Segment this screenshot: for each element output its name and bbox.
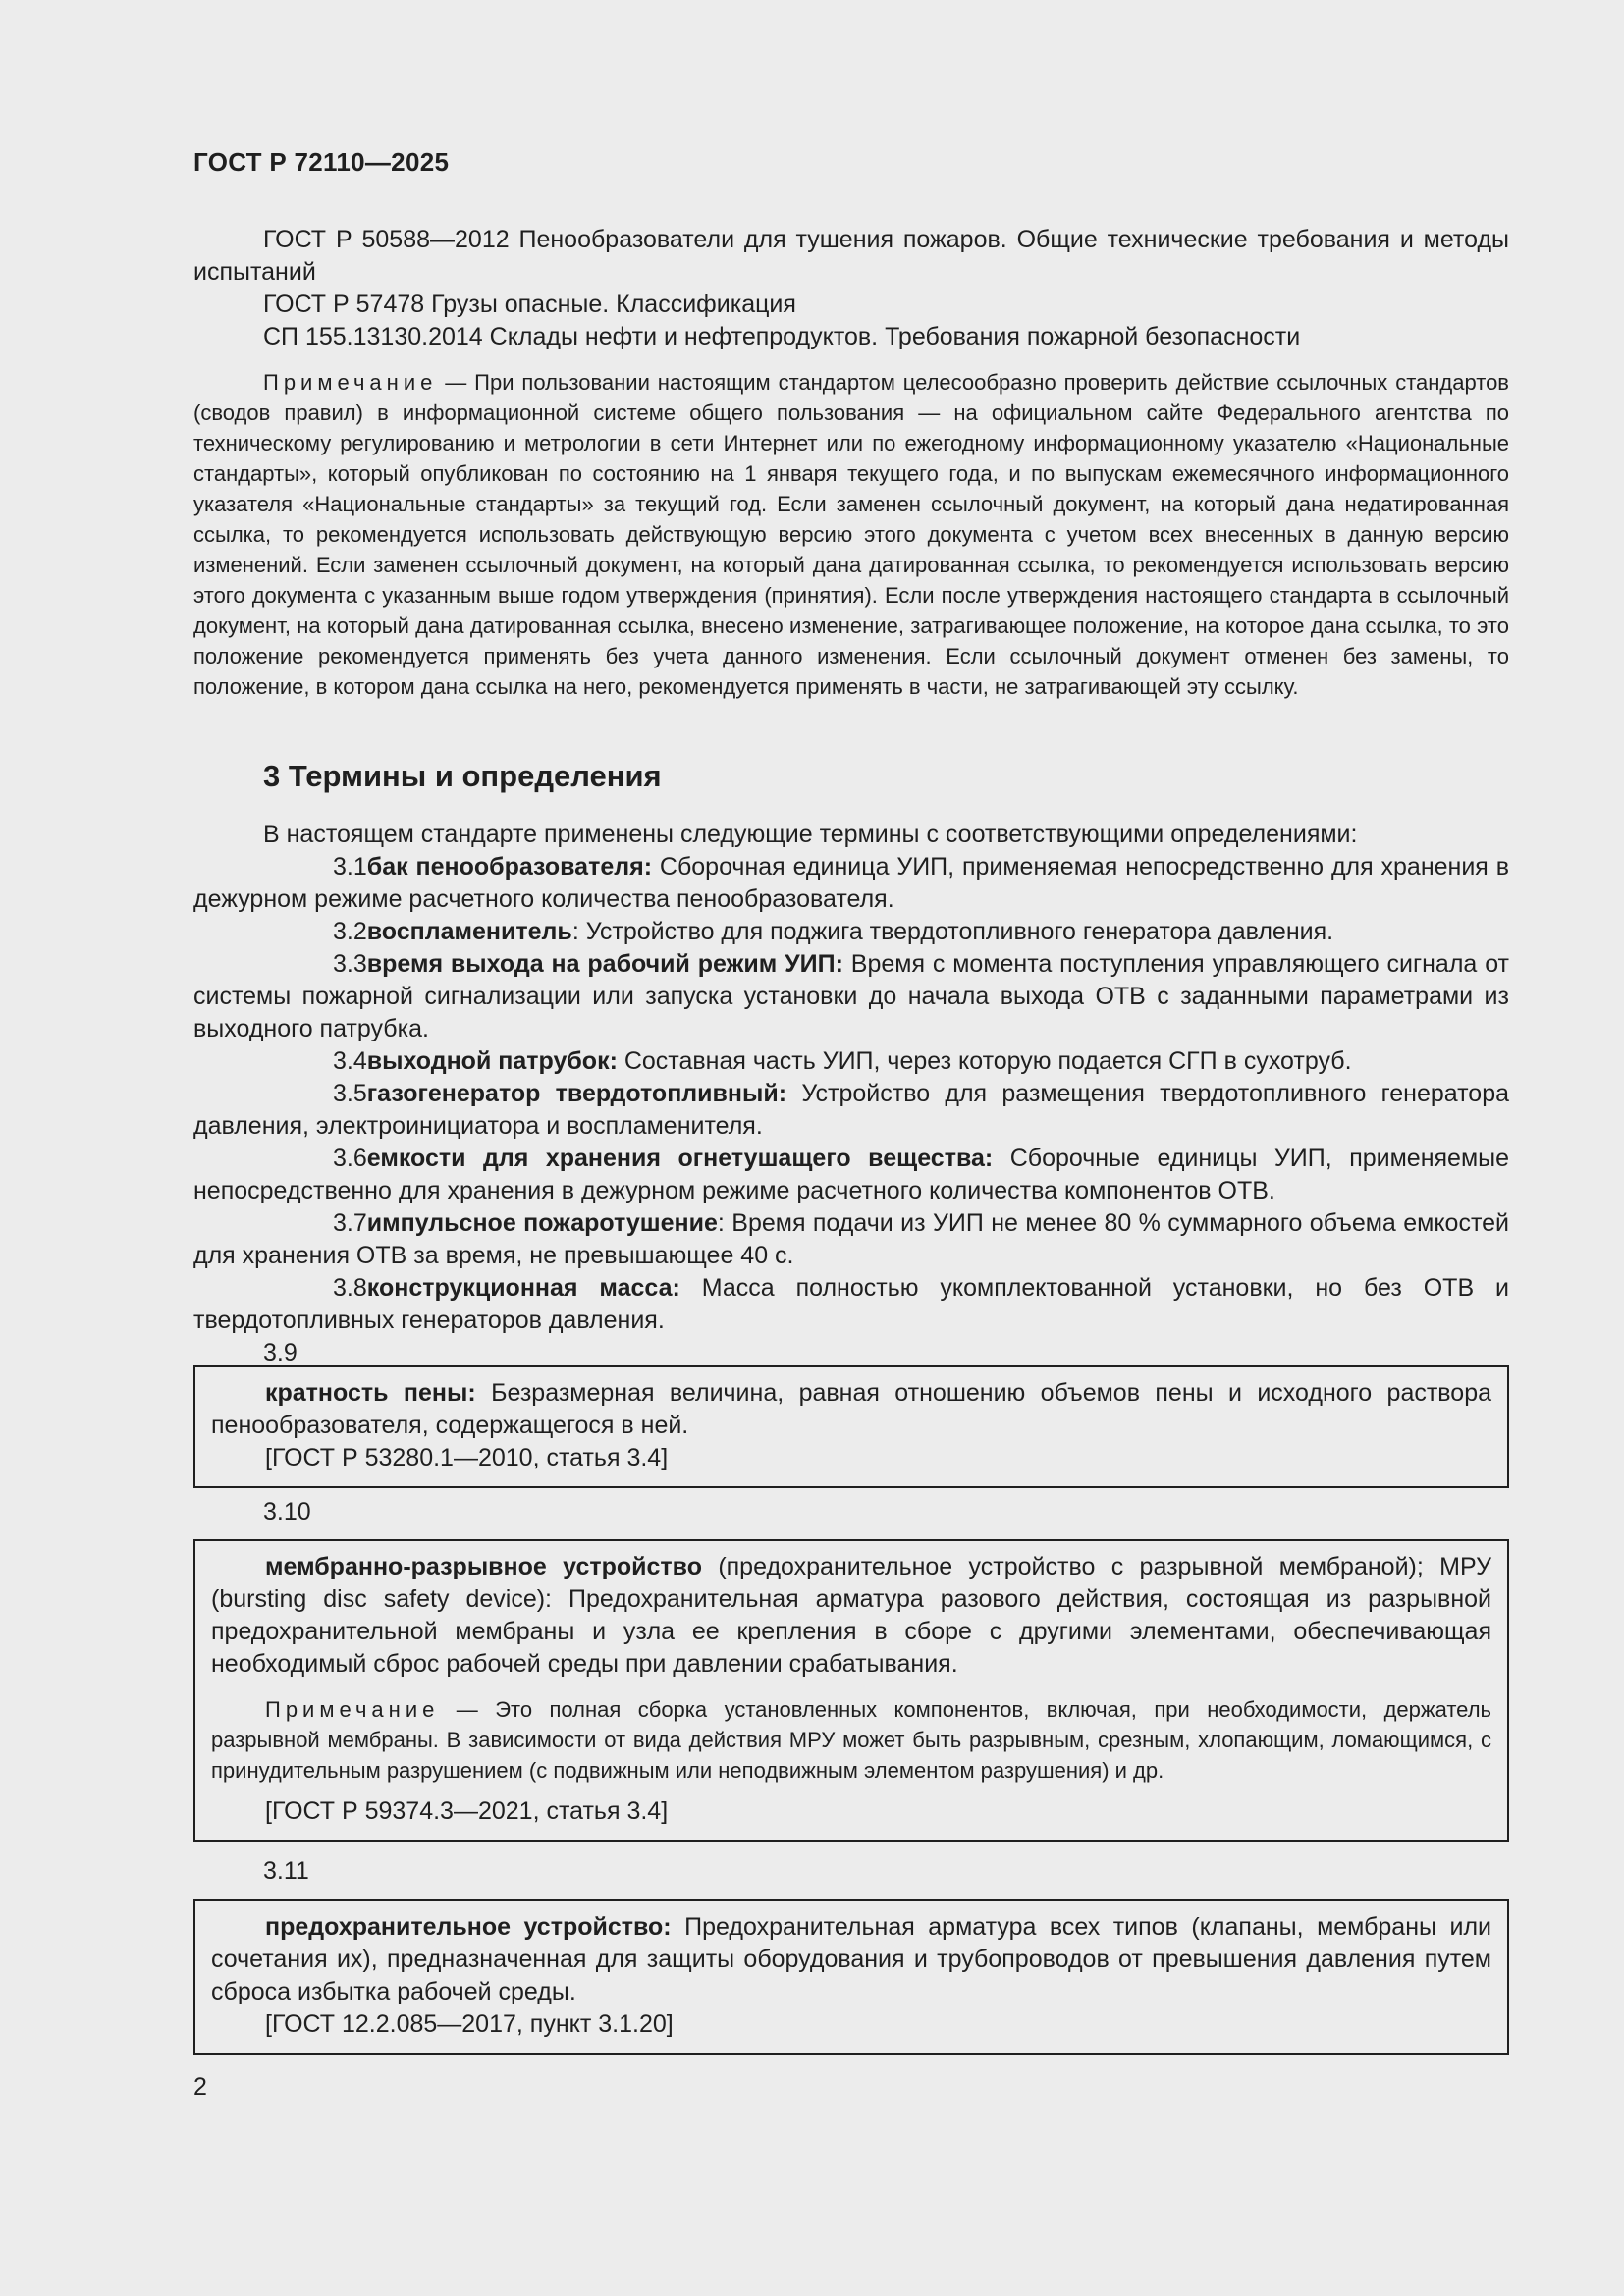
section-intro: В настоящем стандарте применены следующие термины с соответствующими определениями: xyxy=(263,821,1358,848)
term-definition: Составная часть УИП, через которую подается СГП в сухотруб. xyxy=(617,1047,1352,1075)
note-label: Примечание xyxy=(265,1697,440,1722)
term-name: емкости для хранения огнетушащего вещества: xyxy=(366,1145,994,1172)
term-number: 3.9 xyxy=(263,1339,298,1366)
term-definition: Сборочные единицы УИП, применяемые непосредственно для хранения в дежурном режиме расчетного количества компонентов ОТВ. xyxy=(193,1145,1510,1204)
boxed-term-3-10 xyxy=(193,1539,1509,1842)
term-name: время выхода на рабочий режим УИП: xyxy=(366,950,843,978)
term-definition: Сборочная единица УИП, применяемая непосредственно для хранения в дежурном режиме расчетного количества пенообразователя. xyxy=(193,853,1509,913)
term-entry xyxy=(193,1078,1509,1143)
term-name: мембранно-разрывное устройство xyxy=(265,1553,702,1580)
terms-container xyxy=(193,851,1509,1337)
section-heading-wrap xyxy=(193,759,1509,794)
term-name: выходной патрубок: xyxy=(366,1047,618,1075)
term-name: воспламенитель xyxy=(366,918,572,945)
term-number: 3.7 xyxy=(333,1209,367,1237)
term-source: [ГОСТ Р 59374.3—2021, статья 3.4] xyxy=(265,1797,669,1825)
note-paragraph xyxy=(193,367,1509,702)
term-entry xyxy=(193,916,1509,948)
term-definition: Масса полностью укомплектованной установки, но без ОТВ и твердотопливных генераторов давления. xyxy=(193,1274,1509,1334)
term-entry xyxy=(193,851,1509,916)
term-source: [ГОСТ 12.2.085—2017, пункт 3.1.20] xyxy=(265,2010,674,2038)
boxed-term-paragraph xyxy=(211,1377,1491,1442)
term-name: конструкционная масса: xyxy=(366,1274,680,1302)
note-text: — При пользовании настоящим стандартом целесообразно проверить действие ссылочных стандартов (сводов правил) в информационной системе общего пользования — на официальном сайте Федерального агентства по техническому регулированию и метрологии в сети Интернет или по ежегодному информационному указателю «Национальные стандарты», который опубликован по состоянию на 1 января текущего года, и по выпускам ежемесячного информационного указателя «Национальные стандарты» за текущий год. Если заменен ссылочный документ, на который дана недатированная ссылка, то рекомендуется использовать действующую версию этого документа с учетом всех внесенных в данную версию изменений. Если заменен ссылочный документ, на который дана датированная ссылка, то рекомендуется использовать версию этого документа с указанным выше годом утверждения (принятия). Если после утверждения настоящего стандарта в ссылочный документ, на который дана датированная ссылка, внесено изменение, затрагивающее положение, на которое дана ссылка, то это положение рекомендуется применять без учета данного изменения. Если ссылочный документ отменен без замены, то положение, в котором дана ссылка на него, рекомендуется применять в части, не затрагивающей эту ссылку. xyxy=(193,370,1509,699)
term-number-wrap xyxy=(193,1496,1509,1528)
term-note xyxy=(211,1694,1491,1786)
term-definition: Время с момента поступления управляющего сигнала от системы пожарной сигнализации или запуска установки до начала выхода ОТВ с заданными параметрами из выходного патрубка. xyxy=(193,950,1509,1042)
term-definition: (предохранительное устройство с разрывной мембраной); МРУ (bursting disc safety device): Предохранительная арматура разового действия, состоящая из разрывной предохранительной мембраны и узла ее крепления в сборе с другими элементами, обеспечивающая необходимый сброс рабочей среды при давлении срабатывания. xyxy=(211,1553,1491,1678)
term-name: предохранительное устройство: xyxy=(265,1913,672,1941)
term-number-wrap xyxy=(193,1855,1509,1888)
page-number: 2 xyxy=(193,2073,207,2101)
term-name: газогенератор твердотопливный: xyxy=(366,1080,787,1107)
term-name: кратность пены: xyxy=(265,1379,476,1407)
term-name: импульсное пожаротушение xyxy=(366,1209,718,1237)
term-entry xyxy=(193,1143,1509,1207)
boxed-term-paragraph xyxy=(211,1911,1491,2008)
term-number: 3.10 xyxy=(263,1498,311,1525)
term-number: 3.3 xyxy=(333,950,367,978)
section-heading: 3 Термины и определения xyxy=(263,759,662,793)
term-number: 3.4 xyxy=(333,1047,367,1075)
term-definition: : Устройство для поджига твердотопливного генератора давления. xyxy=(571,918,1334,945)
term-definition: : Время подачи из УИП не менее 80 % суммарного объема емкостей для хранения ОТВ за время, не превышающее 40 с. xyxy=(193,1209,1509,1269)
reference-item: ГОСТ Р 57478 Грузы опасные. Классификация xyxy=(263,291,796,318)
boxed-term-3-9 xyxy=(193,1365,1509,1488)
term-number: 3.2 xyxy=(333,918,367,945)
term-entry xyxy=(193,1272,1509,1337)
term-entry xyxy=(193,948,1509,1045)
term-number: 3.6 xyxy=(333,1145,367,1172)
terms-list xyxy=(193,819,1509,1369)
term-number: 3.11 xyxy=(263,1857,309,1885)
note-label: Примечание xyxy=(263,370,438,395)
term-definition: Устройство для размещения твердотопливного генератора давления, электроинициатора и воспламенителя. xyxy=(193,1080,1509,1140)
reference-item: ГОСТ Р 50588—2012 Пенообразователи для тушения пожаров. Общие технические требования и методы испытаний xyxy=(193,226,1509,286)
reference-item: СП 155.13130.2014 Склады нефти и нефтепродуктов. Требования пожарной безопасности xyxy=(263,323,1301,350)
term-entry xyxy=(193,1045,1509,1078)
term-name: бак пенообразователя: xyxy=(366,853,653,881)
term-number: 3.5 xyxy=(333,1080,367,1107)
term-definition: Безразмерная величина, равная отношению объемов пены и исходного раствора пенообразователя, содержащегося в ней. xyxy=(211,1379,1492,1439)
note-references xyxy=(193,367,1509,702)
term-entry xyxy=(193,1207,1509,1272)
term-definition: Предохранительная арматура всех типов (клапаны, мембраны или сочетания их), предназначенная для защиты оборудования и трубопроводов от превышения давления путем сброса избытка рабочей среды. xyxy=(211,1913,1491,2005)
term-number: 3.8 xyxy=(333,1274,367,1302)
document-code-header: ГОСТ Р 72110—2025 xyxy=(193,147,450,177)
boxed-term-3-11 xyxy=(193,1899,1509,2055)
term-source: [ГОСТ Р 53280.1—2010, статья 3.4] xyxy=(265,1444,669,1471)
note-text: — Это полная сборка установленных компонентов, включая, при необходимости, держатель разрывной мембраны. В зависимости от вида действия МРУ может быть разрывным, срезным, хлопающим, ломающимся, с принудительным разрушением (с подвижным или неподвижным элементом разрушения) и др. xyxy=(211,1697,1491,1783)
references-block xyxy=(193,224,1509,353)
boxed-term-paragraph xyxy=(211,1551,1491,1681)
term-number: 3.1 xyxy=(333,853,367,881)
